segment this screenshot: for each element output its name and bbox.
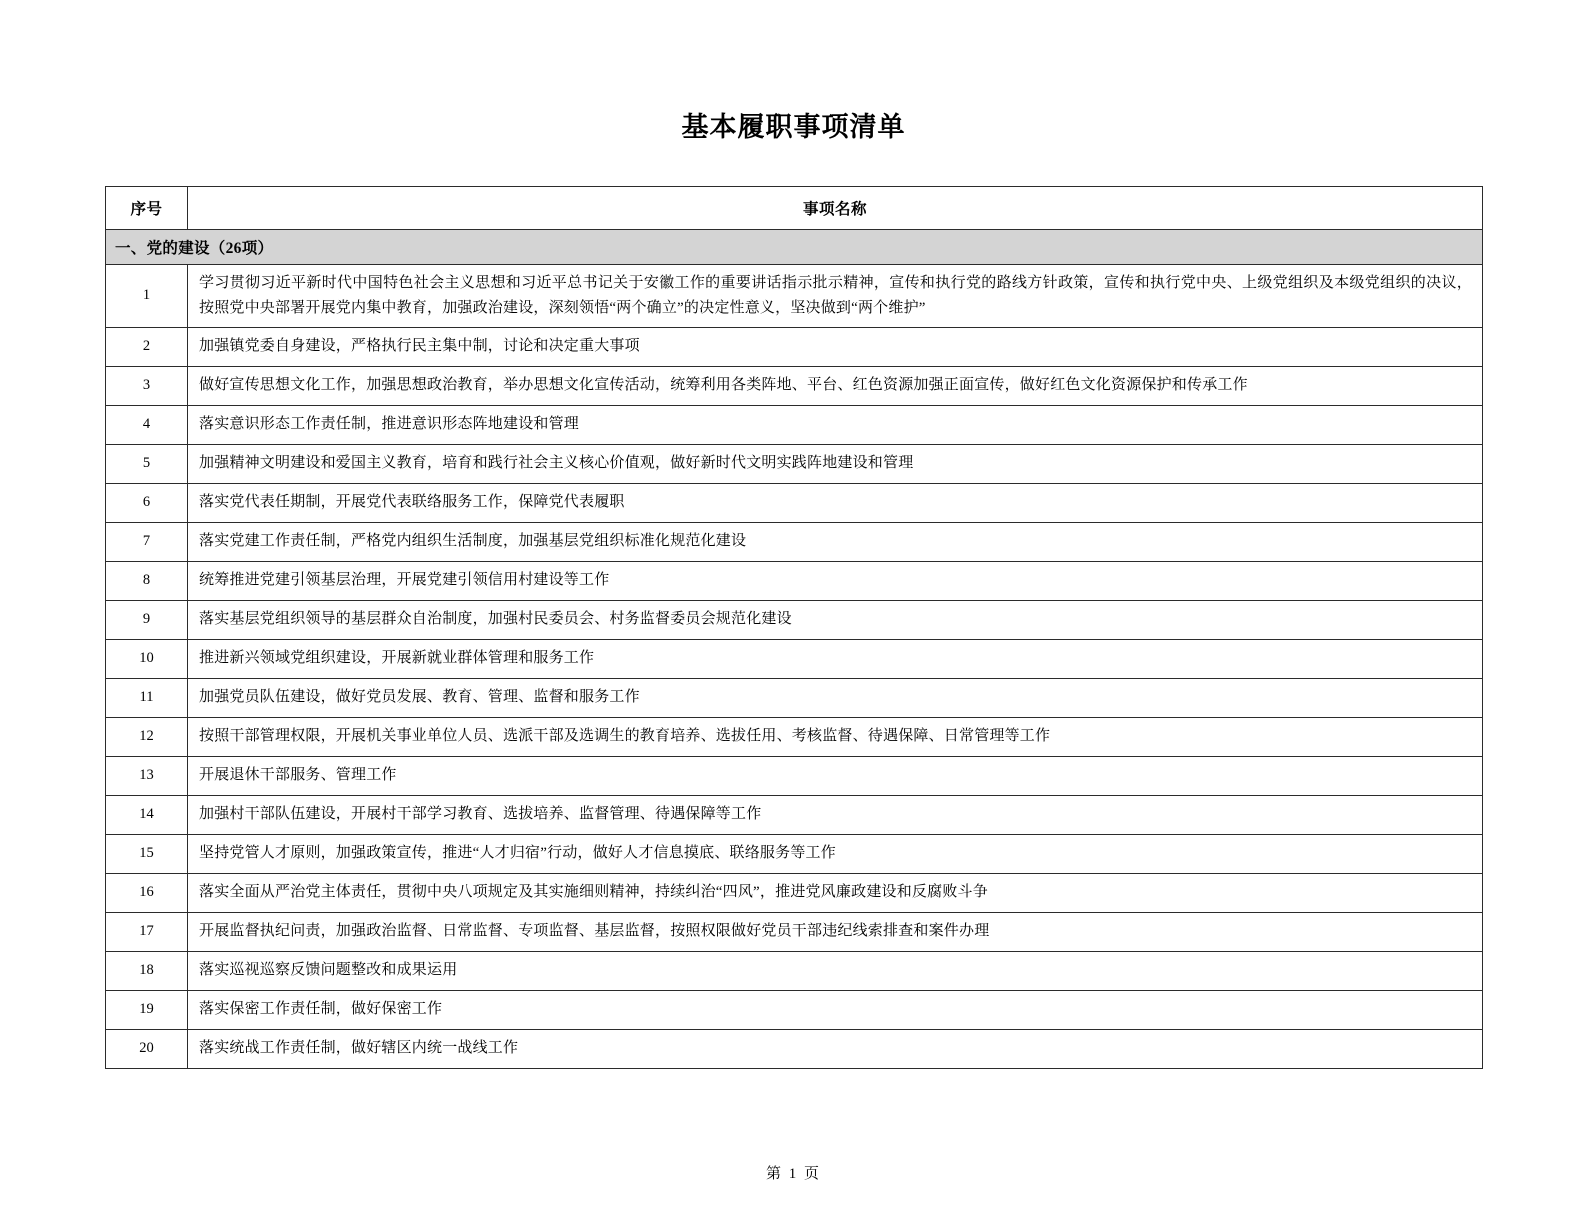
duty-items-table: [105, 186, 1483, 1069]
row-number: 13: [106, 756, 188, 795]
row-number: 15: [106, 834, 188, 873]
table-row: [106, 834, 1483, 873]
row-item-name: 落实统战工作责任制，做好辖区内统一战线工作: [188, 1029, 1483, 1068]
row-number: 3: [106, 366, 188, 405]
row-item-name: 落实巡视巡察反馈问题整改和成果运用: [188, 951, 1483, 990]
row-item-name: 学习贯彻习近平新时代中国特色社会主义思想和习近平总书记关于安徽工作的重要讲话指示批示精神，宣传和执行党的路线方针政策，宣传和执行党中央、上级党组织及本级党组织的决议，按照党中央部署开展党内集中教育，加强政治建设，深刻领悟“两个确立”的决定性意义，坚决做到“两个维护”: [188, 265, 1483, 328]
row-number: 5: [106, 444, 188, 483]
table-body: [106, 230, 1483, 1069]
row-number: 7: [106, 522, 188, 561]
row-item-name: 落实党建工作责任制，严格党内组织生活制度，加强基层党组织标准化规范化建设: [188, 522, 1483, 561]
row-number: 12: [106, 717, 188, 756]
row-number: 6: [106, 483, 188, 522]
row-number: 4: [106, 405, 188, 444]
table-header: [106, 187, 1483, 230]
table-row: [106, 522, 1483, 561]
row-number: 8: [106, 561, 188, 600]
row-number: 9: [106, 600, 188, 639]
table-row: [106, 561, 1483, 600]
section-heading-row: [106, 230, 1483, 265]
row-number: 18: [106, 951, 188, 990]
table-row: [106, 795, 1483, 834]
row-number: 14: [106, 795, 188, 834]
table-row: [106, 990, 1483, 1029]
table-row: [106, 444, 1483, 483]
column-header-name: 事项名称: [188, 187, 1483, 230]
row-item-name: 推进新兴领域党组织建设，开展新就业群体管理和服务工作: [188, 639, 1483, 678]
table-row: [106, 265, 1483, 328]
row-item-name: 落实全面从严治党主体责任，贯彻中央八项规定及其实施细则精神，持续纠治“四风”，推进党风廉政建设和反腐败斗争: [188, 873, 1483, 912]
row-item-name: 落实意识形态工作责任制，推进意识形态阵地建设和管理: [188, 405, 1483, 444]
table-row: [106, 756, 1483, 795]
table-row: [106, 912, 1483, 951]
table-row: [106, 483, 1483, 522]
row-number: 16: [106, 873, 188, 912]
table-row: [106, 1029, 1483, 1068]
row-item-name: 加强精神文明建设和爱国主义教育，培育和践行社会主义核心价值观，做好新时代文明实践阵地建设和管理: [188, 444, 1483, 483]
row-item-name: 落实保密工作责任制，做好保密工作: [188, 990, 1483, 1029]
table-row: [106, 327, 1483, 366]
row-item-name: 开展退休干部服务、管理工作: [188, 756, 1483, 795]
row-item-name: 加强党员队伍建设，做好党员发展、教育、管理、监督和服务工作: [188, 678, 1483, 717]
row-number: 19: [106, 990, 188, 1029]
table-row: [106, 600, 1483, 639]
row-item-name: 落实基层党组织领导的基层群众自治制度，加强村民委员会、村务监督委员会规范化建设: [188, 600, 1483, 639]
row-item-name: 加强镇党委自身建设，严格执行民主集中制，讨论和决定重大事项: [188, 327, 1483, 366]
row-number: 10: [106, 639, 188, 678]
row-number: 1: [106, 265, 188, 328]
table-row: [106, 951, 1483, 990]
table-row: [106, 405, 1483, 444]
row-number: 11: [106, 678, 188, 717]
row-number: 20: [106, 1029, 188, 1068]
row-item-name: 统筹推进党建引领基层治理，开展党建引领信用村建设等工作: [188, 561, 1483, 600]
document-page: [0, 105, 1587, 1227]
row-number: 2: [106, 327, 188, 366]
row-item-name: 坚持党管人才原则，加强政策宣传，推进“人才归宿”行动，做好人才信息摸底、联络服务等工作: [188, 834, 1483, 873]
page-title: 基本履职事项清单: [681, 112, 906, 142]
row-item-name: 加强村干部队伍建设，开展村干部学习教育、选拔培养、监督管理、待遇保障等工作: [188, 795, 1483, 834]
row-item-name: 落实党代表任期制，开展党代表联络服务工作，保障党代表履职: [188, 483, 1483, 522]
row-item-name: 开展监督执纪问责，加强政治监督、日常监督、专项监督、基层监督，按照权限做好党员干部违纪线索排查和案件办理: [188, 912, 1483, 951]
table-row: [106, 639, 1483, 678]
page-footer: 第 1 页: [765, 1166, 821, 1182]
table-row: [106, 366, 1483, 405]
section-heading-label: 一、党的建设（26项）: [106, 230, 1483, 265]
table-row: [106, 873, 1483, 912]
row-item-name: 按照干部管理权限，开展机关事业单位人员、选派干部及选调生的教育培养、选拔任用、考核监督、待遇保障、日常管理等工作: [188, 717, 1483, 756]
column-header-no: 序号: [106, 187, 188, 230]
table-header-row: [106, 187, 1483, 230]
table-row: [106, 678, 1483, 717]
row-number: 17: [106, 912, 188, 951]
row-item-name: 做好宣传思想文化工作，加强思想政治教育，举办思想文化宣传活动，统筹利用各类阵地、平台、红色资源加强正面宣传，做好红色文化资源保护和传承工作: [188, 366, 1483, 405]
table-row: [106, 717, 1483, 756]
